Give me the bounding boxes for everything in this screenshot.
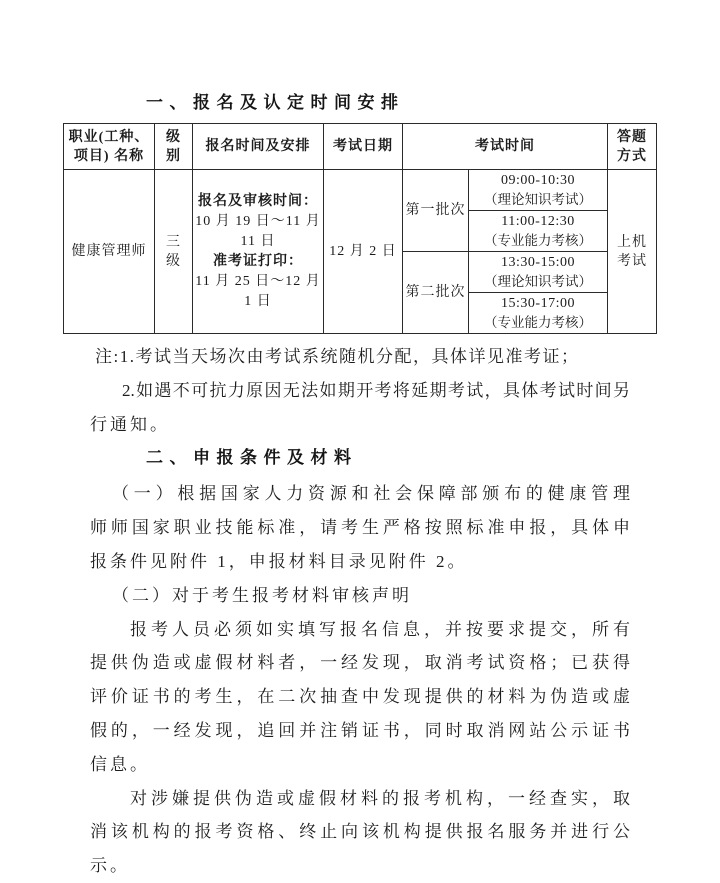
cell-occupation: 健康管理师 (64, 170, 155, 334)
exam-schedule-table (63, 123, 657, 334)
body-line: 信息。 (90, 754, 150, 774)
body-line: 报考人员必须如实填写报名信息，并按要求提交，所有 (130, 619, 630, 639)
col-header-answer-method: 答题 方式 (608, 124, 657, 170)
cell-batch2-slot2: 15:30-17:00 （专业能力考核） (469, 293, 608, 334)
body-line: 报条件见附件 1，申报材料目录见附件 2。 (90, 551, 468, 571)
cell-batch-2: 第二批次 (403, 252, 469, 334)
admission-ticket-value: 11 月 25 日～12 月 (195, 273, 321, 289)
col-header-registration: 报名时间及安排 (193, 124, 324, 170)
body-line: 师师国家职业技能标准，请考生严格按照标准申报，具体申 (90, 518, 630, 538)
table-row-slot1 (64, 170, 657, 211)
body-line: 消该机构的报考资格、终止向该机构提供报名服务并进行公 (90, 822, 630, 842)
body-line: （一）根据国家人力资源和社会保障部颁布的健康管理 (112, 484, 630, 504)
body-line: 示。 (90, 856, 130, 876)
note-line-3: 行通知。 (90, 414, 170, 434)
cell-exam-date: 12 月 2 日 (324, 170, 403, 334)
note-line-2: 2.如遇不可抗力原因无法如期开考将延期考试，具体考试时间另 (122, 380, 630, 400)
admission-ticket-value2: 1 日 (244, 293, 272, 309)
cell-answer-method: 上机 考试 (608, 170, 657, 334)
table-header-row (64, 124, 657, 170)
body-line: 评价证书的考生，在二次抽查中发现提供的材料为伪造或虚 (90, 687, 630, 707)
registration-period-value: 10 月 19 日～11 月 (195, 213, 321, 229)
col-header-occupation: 职业(工种、 项目) 名称 (64, 124, 155, 170)
section-1-heading: 一、报名及认定时间安排 (146, 93, 405, 112)
section-2-heading: 二、申报条件及材料 (146, 448, 358, 468)
cell-batch1-slot1: 09:00-10:30 （理论知识考试） (469, 170, 608, 211)
body-line: 提供伪造或虚假材料者，一经发现，取消考试资格；已获得 (90, 653, 630, 673)
col-header-level: 级 别 (155, 124, 193, 170)
registration-period-label: 报名及审核时间： (198, 193, 318, 209)
note-line-1: 注:1.考试当天场次由考试系统随机分配，具体详见准考证； (95, 347, 580, 366)
body-line: （二）对于考生报考材料审核声明 (112, 585, 412, 605)
cell-registration-schedule (193, 170, 324, 334)
cell-level: 三 级 (155, 170, 193, 334)
col-header-exam-time: 考试时间 (403, 124, 608, 170)
admission-ticket-label: 准考证打印： (213, 253, 303, 269)
body-line: 假的，一经发现，追回并注销证书，同时取消网站公示证书 (90, 720, 630, 740)
cell-batch1-slot2: 11:00-12:30 （专业能力考核） (469, 211, 608, 252)
body-text-block (0, 334, 720, 883)
col-header-exam-date: 考试日期 (324, 124, 403, 170)
cell-batch-1: 第一批次 (403, 170, 469, 252)
cell-batch2-slot1: 13:30-15:00 （理论知识考试） (469, 252, 608, 293)
registration-period-value2: 11 日 (240, 233, 276, 249)
body-line: 对涉嫌提供伪造或虚假材料的报考机构，一经查实，取 (130, 788, 630, 808)
